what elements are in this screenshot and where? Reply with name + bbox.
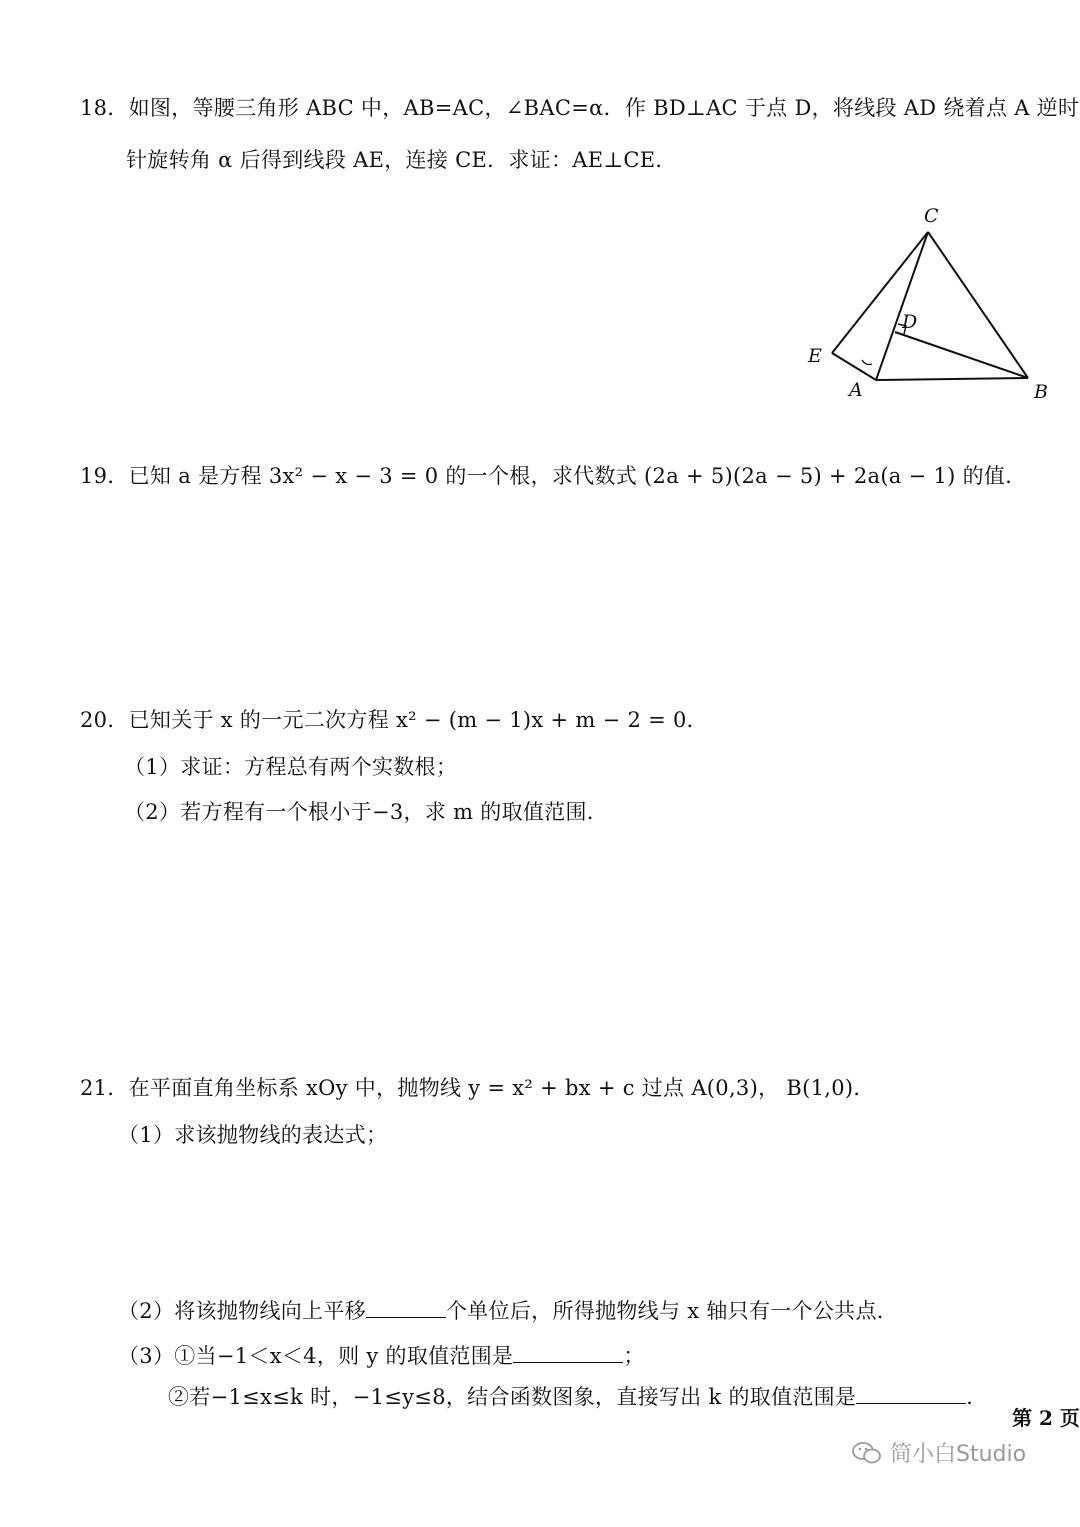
q21-line1: 21．在平面直角坐标系 xOy 中，抛物线 y = x² + bx + c 过点 A(0,3)， B(1,0)．: [80, 1076, 875, 1100]
q21-part3-before: （3）①当−1＜x＜4，则 y 的取值范围是: [118, 1344, 514, 1368]
label-c: C: [924, 205, 939, 227]
q20-part1: （1）求证：方程总有两个实数根；: [124, 755, 458, 779]
q21-part3-after: ；: [623, 1344, 645, 1368]
label-a: A: [849, 379, 863, 401]
watermark-text: 简小白Studio: [890, 1442, 1027, 1467]
q21-part3b-after: ．: [966, 1385, 988, 1409]
q21-part3b-before: ②若−1≤x≤k 时，−1≤y≤8，结合函数图象，直接写出 k 的取值范围是: [168, 1385, 857, 1409]
q18-line2: 针旋转角 α 后得到线段 AE，连接 CE．求证：AE⊥CE．: [126, 148, 677, 172]
label-e: E: [808, 345, 822, 367]
answer-blank-y-range[interactable]: [513, 1340, 623, 1363]
q21-part1: （1）求该抛物线的表达式；: [118, 1123, 388, 1147]
wechat-icon: [852, 1441, 882, 1465]
triangle-diagram-svg: [800, 200, 1060, 405]
label-d: D: [902, 311, 918, 333]
q18-line1: 18．如图，等腰三角形 ABC 中，AB=AC，∠BAC=α．作 BD⊥AC 于点 D，将线段 AD 绕着点 A 逆时: [80, 96, 1080, 120]
q20-line1: 20．已知关于 x 的一元二次方程 x² − (m − 1)x + m − 2 = 0．: [80, 708, 708, 732]
watermark: [852, 1437, 1026, 1468]
q19-line1: 19．已知 a 是方程 3x² − x − 3 = 0 的一个根，求代数式 (2a + 5)(2a − 5) + 2a(a − 1) 的值．: [80, 464, 1027, 488]
q21-part2-before: （2）将该抛物线向上平移: [118, 1299, 366, 1323]
q20-part2: （2）若方程有一个根小于−3，求 m 的取值范围．: [124, 800, 609, 824]
triangle-figure: [800, 200, 1060, 405]
q21-part2: [118, 1295, 898, 1326]
answer-blank-k-range[interactable]: [856, 1381, 966, 1404]
label-b: B: [1034, 381, 1048, 403]
page-number: 第 2 页: [1012, 1406, 1080, 1430]
answer-blank-shift[interactable]: [366, 1295, 446, 1318]
q21-part3: [118, 1340, 645, 1371]
q21-part3b: [168, 1381, 988, 1412]
q21-part2-after: 个单位后，所得抛物线与 x 轴只有一个公共点．: [445, 1299, 899, 1323]
